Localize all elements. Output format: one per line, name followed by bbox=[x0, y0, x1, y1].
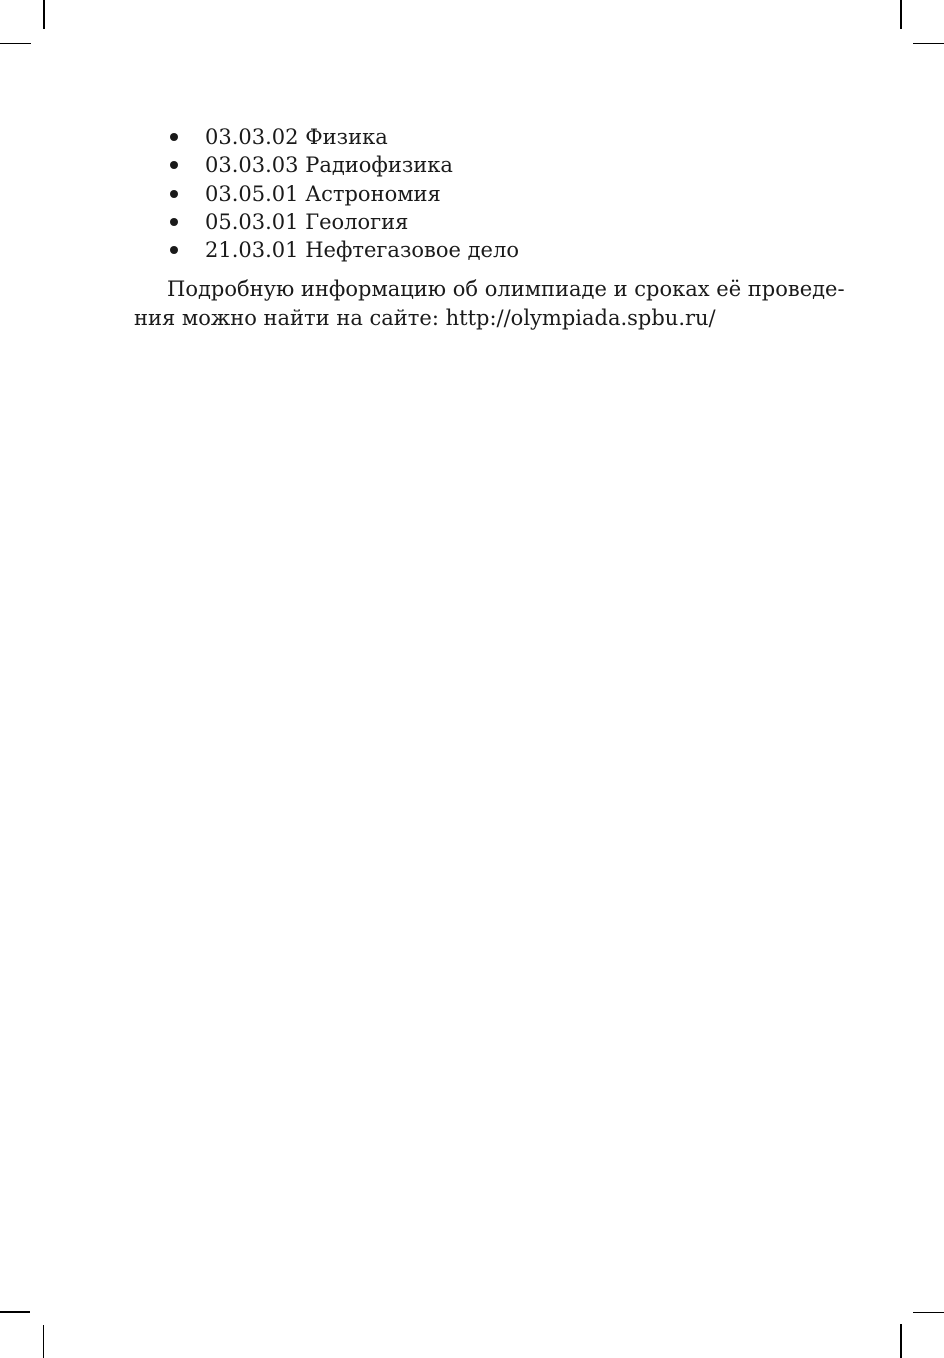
bullet-icon bbox=[170, 246, 178, 254]
website-url[interactable]: http://olympiada.spbu.ru/ bbox=[445, 305, 716, 330]
program-name: Физика bbox=[305, 125, 388, 149]
crop-mark-top-right-vertical bbox=[900, 0, 902, 29]
program-code: 03.05.01 bbox=[205, 181, 299, 206]
list-item bbox=[134, 180, 810, 208]
olympiad-info-paragraph bbox=[134, 275, 845, 332]
program-code: 21.03.01 bbox=[205, 238, 299, 263]
crop-mark-top-left-vertical bbox=[43, 0, 45, 29]
program-name: Астрономия bbox=[305, 181, 441, 206]
crop-mark-bottom-right-horizontal bbox=[913, 1312, 944, 1314]
program-code: 05.03.01 bbox=[205, 209, 299, 234]
list-item bbox=[134, 236, 810, 264]
bullet-icon bbox=[170, 161, 178, 169]
program-name: Радиофизика bbox=[305, 153, 453, 178]
bullet-icon bbox=[170, 133, 178, 141]
crop-mark-bottom-left-horizontal bbox=[0, 1311, 30, 1313]
paragraph-line-2-text: ния можно найти на сайте: bbox=[134, 305, 446, 330]
list-item bbox=[134, 208, 810, 236]
crop-mark-bottom-right-vertical bbox=[900, 1324, 902, 1358]
list-item bbox=[134, 123, 810, 151]
list-item bbox=[134, 151, 810, 179]
bullet-icon bbox=[170, 190, 178, 198]
crop-mark-top-right-horizontal bbox=[913, 43, 944, 45]
crop-mark-top-left-horizontal bbox=[0, 43, 31, 45]
paragraph-line-2 bbox=[134, 304, 810, 332]
bullet-icon bbox=[170, 218, 178, 226]
program-list bbox=[134, 123, 810, 264]
program-name: Нефтегазовое дело bbox=[305, 238, 519, 263]
page-content bbox=[134, 123, 845, 332]
program-code: 03.03.02 bbox=[205, 125, 299, 149]
program-code: 03.03.03 bbox=[205, 153, 299, 178]
crop-mark-bottom-left-vertical bbox=[43, 1325, 45, 1358]
program-name: Геология bbox=[305, 209, 409, 234]
paragraph-line-1: Подробную информацию об олимпиаде и сроках её проведе- bbox=[167, 277, 845, 302]
